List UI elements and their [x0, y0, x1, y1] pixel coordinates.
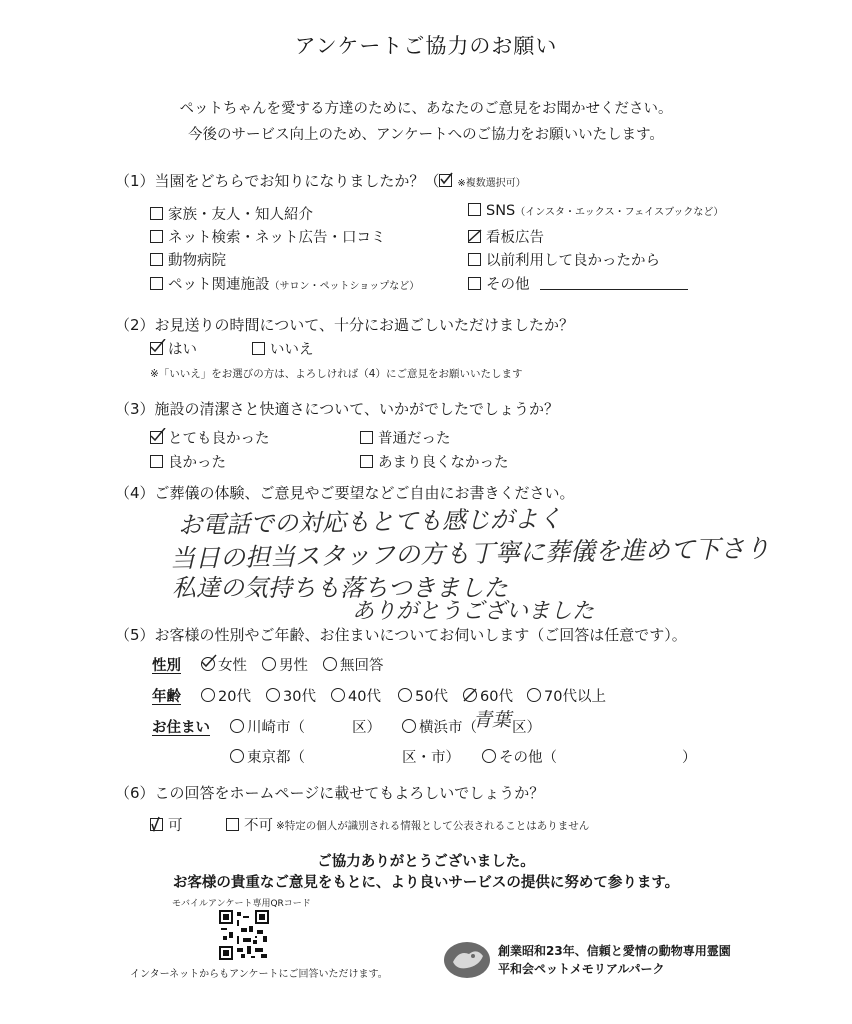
intro-line-2: 今後のサービス向上のため、アンケートへのご協力をお願いいたします。 — [188, 127, 664, 143]
q5-res-kawasaki-label: 川崎市（ — [247, 720, 305, 736]
q6-yes[interactable] — [150, 814, 183, 835]
q5-res-other[interactable] — [482, 746, 557, 767]
q5-res-tokyo-label: 東京都（ — [247, 750, 305, 766]
q1-option-sns-label: SNS — [486, 203, 516, 219]
q5-res-other-close: ） — [682, 750, 697, 766]
q5-res-kawasaki-ku: 区） — [352, 720, 381, 736]
q4-question: （4）ご葬儀の体験、ご意見やご要望などご自由にお書きください。 — [115, 484, 575, 502]
check-icon — [150, 816, 164, 832]
q5-age-70-label: 70代以上 — [544, 689, 606, 705]
closing-line-1: ご協力ありがとうございました。 — [317, 854, 535, 870]
q5-age-40[interactable] — [331, 685, 381, 706]
intro-line-1: ペットちゃんを愛する方達のために、あなたのご意見をお聞かせください。 — [179, 101, 673, 117]
checkbox[interactable] — [468, 277, 481, 290]
q5-age-30-label: 30代 — [283, 689, 316, 705]
q3-option-2[interactable] — [360, 427, 451, 448]
q1-multi-note: ※複数選択可） — [457, 178, 526, 189]
q3-option-3-label: 良かった — [168, 455, 226, 471]
q5-age-20-label: 20代 — [218, 689, 251, 705]
radio[interactable] — [201, 688, 215, 702]
qr-label: モバイルアンケート専用QRコード — [172, 899, 311, 909]
q5-res-yokohama-ku: 区） — [512, 720, 541, 736]
q5-res-yokohama[interactable] — [402, 716, 477, 737]
q1-option-sns[interactable] — [468, 203, 723, 219]
q1-option-4-label: ペット関連施設 — [168, 277, 270, 293]
q4-handwritten-line-4: ありがとうございました — [352, 599, 595, 624]
q5-res-kawasaki[interactable] — [230, 716, 305, 737]
radio[interactable] — [527, 688, 541, 702]
checkbox-checked[interactable] — [150, 818, 163, 831]
q1-question — [115, 170, 526, 191]
q3-option-4[interactable] — [360, 451, 509, 472]
q2-no-label: いいえ — [270, 342, 314, 358]
q5-age-50[interactable] — [398, 685, 448, 706]
checkbox[interactable] — [468, 203, 481, 216]
q1-option-3-label: 動物病院 — [168, 253, 226, 269]
radio[interactable] — [402, 719, 416, 733]
check-icon — [201, 654, 217, 670]
q5-age-60[interactable] — [463, 685, 513, 706]
q5-gender-label: 性別 — [152, 658, 181, 674]
q5-age-40-label: 40代 — [348, 689, 381, 705]
q4-handwritten-line-2: 当日の担当スタッフの方も丁寧に葬儀を進めて下さり — [169, 533, 771, 574]
q1-option-2[interactable] — [150, 226, 386, 247]
q6-yes-label: 可 — [168, 818, 183, 834]
q1-option-previous-label: 以前利用して良かったから — [486, 253, 660, 269]
q6-note: ※特定の個人が識別される情報として公表されることはありません — [276, 820, 590, 832]
q2-note: ※「いいえ」をお選びの方は、よろしければ（4）にご意見をお願いいたします — [150, 368, 523, 380]
radio[interactable] — [323, 657, 337, 671]
checkbox[interactable] — [150, 455, 163, 468]
q5-age-70[interactable] — [527, 685, 606, 706]
footer-company-name: 平和会ペットメモリアルパーク — [498, 962, 665, 976]
check-icon — [463, 688, 477, 702]
radio[interactable] — [262, 657, 276, 671]
radio-checked[interactable] — [463, 688, 477, 702]
q3-option-1-label: とても良かった — [168, 431, 270, 447]
checkbox[interactable] — [150, 207, 163, 220]
q5-age-20[interactable] — [201, 685, 251, 706]
checkbox[interactable] — [226, 818, 239, 831]
q1-option-1[interactable] — [150, 203, 313, 224]
q1-option-previous[interactable] — [468, 249, 660, 270]
radio[interactable] — [398, 688, 412, 702]
radio[interactable] — [230, 719, 244, 733]
checkbox[interactable] — [468, 253, 481, 266]
q2-question: （2）お見送りの時間について、十分にお過ごしいただけましたか？ — [115, 316, 574, 334]
internet-note: インターネットからもアンケートにご回答いただけます。 — [130, 969, 388, 980]
radio[interactable] — [482, 749, 496, 763]
q1-option-signboard-label: 看板広告 — [486, 230, 544, 246]
q5-gender-none[interactable] — [323, 654, 384, 675]
q1-option-other-label: その他 — [486, 277, 530, 293]
footer-tagline: 創業昭和23年、信頼と愛情の動物専用霊園 — [498, 944, 731, 958]
q5-gender-male[interactable] — [262, 654, 308, 675]
q5-gender-none-label: 無回答 — [340, 658, 384, 674]
q5-age-50-label: 50代 — [415, 689, 448, 705]
q1-option-4[interactable] — [150, 273, 419, 294]
q4-handwritten-line-3: 私達の気持ちも落ちつきました — [172, 574, 508, 602]
checkbox[interactable] — [150, 253, 163, 266]
q1-option-4-note: （サロン・ペットショップなど） — [269, 281, 420, 292]
q1-option-2-label: ネット検索・ネット広告・口コミ — [168, 230, 386, 246]
q6-no-label: 不可 — [244, 818, 273, 834]
q5-res-other-label: その他（ — [499, 750, 557, 766]
qr-code-icon[interactable] — [219, 910, 269, 960]
checkbox[interactable] — [150, 277, 163, 290]
q5-age-60-label: 60代 — [480, 689, 513, 705]
check-icon — [468, 229, 482, 243]
q1-sns-note: （インスタ・エックス・フェイスブックなど） — [515, 207, 724, 218]
checkbox[interactable] — [150, 230, 163, 243]
checkbox-checked[interactable] — [468, 230, 481, 243]
q5-res-yokohama-label: 横浜市（ — [419, 720, 477, 736]
q5-res-tokyo[interactable] — [230, 746, 305, 767]
radio[interactable] — [230, 749, 244, 763]
q4-handwritten-line-1: お電話での対応もとても感じがよく — [177, 504, 563, 540]
check-icon — [150, 428, 166, 444]
q5-res-tokyo-ku-shi: 区・市） — [402, 750, 460, 766]
q1-multi-checkbox — [439, 174, 452, 187]
q5-gender-male-label: 男性 — [279, 658, 308, 674]
company-logo-icon — [443, 940, 491, 980]
checkbox-checked[interactable] — [150, 431, 163, 444]
q1-question-text: （1）当園をどちらでお知りになりましたか？（ — [115, 172, 440, 190]
q3-question: （3）施設の清潔さと快適さについて、いかがでしたでしょうか？ — [115, 400, 559, 418]
q1-other-blank[interactable] — [540, 289, 688, 290]
q1-option-other[interactable] — [468, 273, 530, 294]
radio-checked[interactable] — [201, 657, 215, 671]
q5-age-label: 年齢 — [152, 689, 181, 705]
q1-option-signboard[interactable] — [468, 226, 544, 247]
q5-age-30[interactable] — [266, 685, 316, 706]
q6-no[interactable] — [226, 814, 273, 835]
q2-yes[interactable] — [150, 338, 197, 359]
q3-option-1[interactable] — [150, 427, 270, 448]
q3-option-2-label: 普通だった — [378, 431, 451, 447]
q5-gender-female-label: 女性 — [218, 658, 247, 674]
checkbox[interactable] — [360, 431, 373, 444]
q3-option-4-label: あまり良くなかった — [378, 455, 509, 471]
check-icon — [439, 172, 453, 186]
checkbox[interactable] — [360, 455, 373, 468]
checkbox[interactable] — [252, 342, 265, 355]
checkbox-checked[interactable] — [150, 342, 163, 355]
q1-option-1-label: 家族・友人・知人紹介 — [168, 207, 313, 223]
q2-no[interactable] — [252, 338, 314, 359]
q5-gender-female[interactable] — [201, 654, 247, 675]
q5-residence-label: お住まい — [152, 720, 210, 736]
q1-option-3[interactable] — [150, 249, 226, 270]
radio[interactable] — [331, 688, 345, 702]
closing-line-2: お客様の貴重なご意見をもとに、より良いサービスの提供に努めて参ります。 — [172, 875, 680, 891]
page-title: アンケートご協力のお願い — [294, 34, 558, 58]
q3-option-3[interactable] — [150, 451, 226, 472]
radio[interactable] — [266, 688, 280, 702]
q2-yes-label: はい — [168, 342, 197, 358]
q6-question: （6）この回答をホームページに載せてもよろしいでしょうか？ — [115, 784, 545, 802]
check-icon — [150, 339, 166, 355]
q5-res-yokohama-ward: 青葉 — [473, 709, 512, 731]
q5-question: （5）お客様の性別やご年齢、お住まいについてお伺いします（ご回答は任意です）。 — [115, 626, 687, 644]
